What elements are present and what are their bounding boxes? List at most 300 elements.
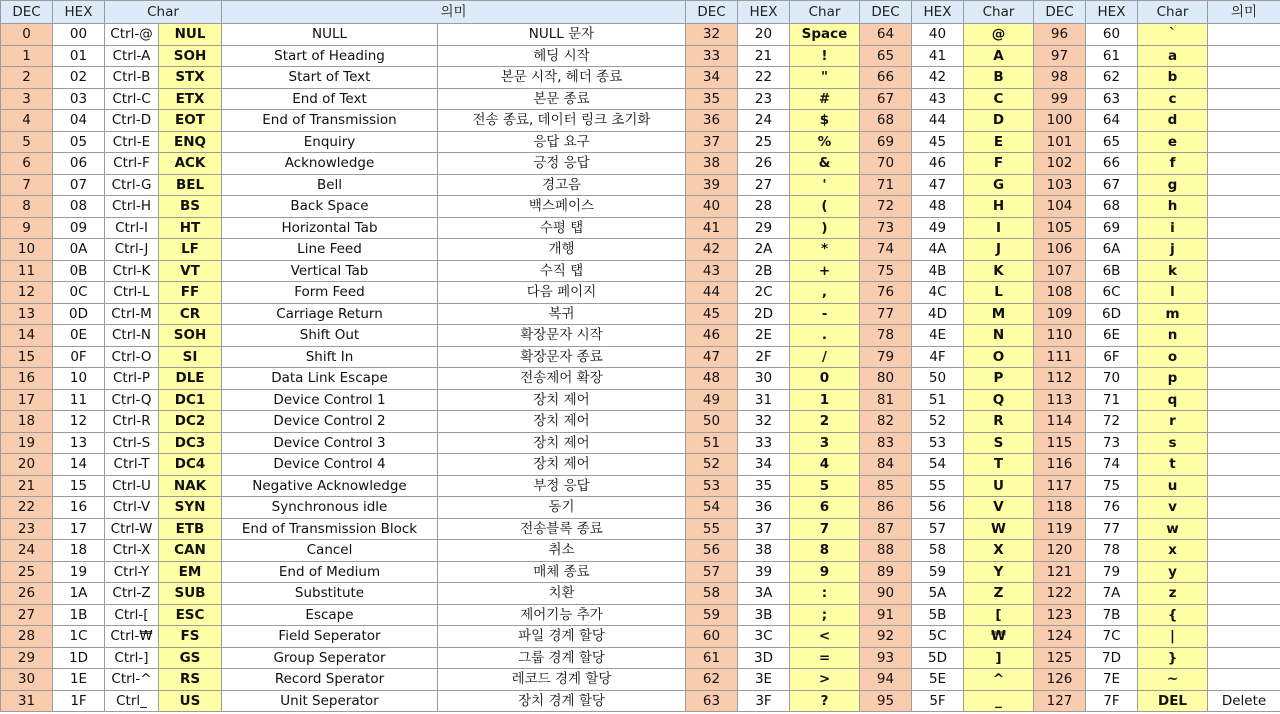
abbr-cell: ETX xyxy=(159,88,222,110)
hex-cell: 05 xyxy=(53,131,105,153)
dec-cell: 41 xyxy=(686,217,738,239)
dec-cell: 6 xyxy=(1,153,53,175)
char-cell: ` xyxy=(1138,24,1208,46)
dec-cell: 116 xyxy=(1034,454,1086,476)
dec-cell: 59 xyxy=(686,604,738,626)
korean-meaning-cell: 동기 xyxy=(438,497,686,519)
hex-cell: 40 xyxy=(912,24,964,46)
hex-cell: 6D xyxy=(1086,303,1138,325)
ctrl-key-cell: Ctrl-K xyxy=(105,260,159,282)
char-cell: @ xyxy=(964,24,1034,46)
header-hex-2: HEX xyxy=(738,1,790,24)
hex-cell: 64 xyxy=(1086,110,1138,132)
hex-cell: 61 xyxy=(1086,45,1138,67)
abbr-cell: LF xyxy=(159,239,222,261)
korean-meaning-cell: 수직 탭 xyxy=(438,260,686,282)
abbr-cell: SI xyxy=(159,346,222,368)
hex-cell: 2E xyxy=(738,325,790,347)
char-cell: K xyxy=(964,260,1034,282)
hex-cell: 56 xyxy=(912,497,964,519)
char-cell: " xyxy=(790,67,860,89)
table-row xyxy=(1,67,1280,89)
dec-cell: 43 xyxy=(686,260,738,282)
korean-meaning-cell: 경고음 xyxy=(438,174,686,196)
table-row xyxy=(1,475,1280,497)
abbr-cell: VT xyxy=(159,260,222,282)
table-row xyxy=(1,389,1280,411)
hex-cell: 4D xyxy=(912,303,964,325)
hex-cell: 0F xyxy=(53,346,105,368)
english-meaning-cell: NULL xyxy=(222,24,438,46)
ctrl-key-cell: Ctrl-I xyxy=(105,217,159,239)
char-cell: o xyxy=(1138,346,1208,368)
hex-cell: 15 xyxy=(53,475,105,497)
char-cell: $ xyxy=(790,110,860,132)
meaning-cell xyxy=(1208,217,1280,239)
char-cell: ' xyxy=(790,174,860,196)
hex-cell: 6E xyxy=(1086,325,1138,347)
hex-cell: 0B xyxy=(53,260,105,282)
korean-meaning-cell: 백스페이스 xyxy=(438,196,686,218)
char-cell: U xyxy=(964,475,1034,497)
char-cell: 8 xyxy=(790,540,860,562)
ctrl-key-cell: Ctrl-B xyxy=(105,67,159,89)
ctrl-key-cell: Ctrl-A xyxy=(105,45,159,67)
char-cell: E xyxy=(964,131,1034,153)
korean-meaning-cell: 장치 제어 xyxy=(438,389,686,411)
hex-cell: 30 xyxy=(738,368,790,390)
abbr-cell: EOT xyxy=(159,110,222,132)
ctrl-key-cell: Ctrl-D xyxy=(105,110,159,132)
dec-cell: 19 xyxy=(1,432,53,454)
english-meaning-cell: Escape xyxy=(222,604,438,626)
hex-cell: 62 xyxy=(1086,67,1138,89)
hex-cell: 68 xyxy=(1086,196,1138,218)
table-row xyxy=(1,153,1280,175)
table-body xyxy=(1,24,1280,712)
char-cell: M xyxy=(964,303,1034,325)
char-cell: 0 xyxy=(790,368,860,390)
char-cell: - xyxy=(790,303,860,325)
dec-cell: 60 xyxy=(686,626,738,648)
hex-cell: 2F xyxy=(738,346,790,368)
dec-cell: 100 xyxy=(1034,110,1086,132)
hex-cell: 28 xyxy=(738,196,790,218)
hex-cell: 16 xyxy=(53,497,105,519)
dec-cell: 40 xyxy=(686,196,738,218)
korean-meaning-cell: 긍정 응답 xyxy=(438,153,686,175)
hex-cell: 14 xyxy=(53,454,105,476)
hex-cell: 6B xyxy=(1086,260,1138,282)
korean-meaning-cell: 장치 제어 xyxy=(438,454,686,476)
dec-cell: 5 xyxy=(1,131,53,153)
english-meaning-cell: Back Space xyxy=(222,196,438,218)
dec-cell: 117 xyxy=(1034,475,1086,497)
hex-cell: 65 xyxy=(1086,131,1138,153)
abbr-cell: DC3 xyxy=(159,432,222,454)
abbr-cell: BS xyxy=(159,196,222,218)
meaning-cell xyxy=(1208,626,1280,648)
header-hex: HEX xyxy=(53,1,105,24)
char-cell: / xyxy=(790,346,860,368)
hex-cell: 0A xyxy=(53,239,105,261)
table-row xyxy=(1,626,1280,648)
dec-cell: 109 xyxy=(1034,303,1086,325)
dec-cell: 70 xyxy=(860,153,912,175)
ctrl-key-cell: Ctrl-V xyxy=(105,497,159,519)
hex-cell: 63 xyxy=(1086,88,1138,110)
hex-cell: 27 xyxy=(738,174,790,196)
meaning-cell xyxy=(1208,647,1280,669)
dec-cell: 69 xyxy=(860,131,912,153)
hex-cell: 12 xyxy=(53,411,105,433)
table-row xyxy=(1,604,1280,626)
abbr-cell: SYN xyxy=(159,497,222,519)
char-cell: s xyxy=(1138,432,1208,454)
dec-cell: 64 xyxy=(860,24,912,46)
dec-cell: 42 xyxy=(686,239,738,261)
korean-meaning-cell: 취소 xyxy=(438,540,686,562)
char-cell: L xyxy=(964,282,1034,304)
english-meaning-cell: Vertical Tab xyxy=(222,260,438,282)
dec-cell: 38 xyxy=(686,153,738,175)
dec-cell: 33 xyxy=(686,45,738,67)
dec-cell: 10 xyxy=(1,239,53,261)
english-meaning-cell: Synchronous idle xyxy=(222,497,438,519)
ctrl-key-cell: Ctrl-] xyxy=(105,647,159,669)
hex-cell: 4A xyxy=(912,239,964,261)
ctrl-key-cell: Ctrl-X xyxy=(105,540,159,562)
dec-cell: 11 xyxy=(1,260,53,282)
dec-cell: 62 xyxy=(686,669,738,691)
header-hex-3: HEX xyxy=(912,1,964,24)
char-cell: h xyxy=(1138,196,1208,218)
hex-cell: 5B xyxy=(912,604,964,626)
dec-cell: 22 xyxy=(1,497,53,519)
abbr-cell: DC4 xyxy=(159,454,222,476)
char-cell: 7 xyxy=(790,518,860,540)
english-meaning-cell: Data Link Escape xyxy=(222,368,438,390)
hex-cell: 34 xyxy=(738,454,790,476)
dec-cell: 31 xyxy=(1,690,53,712)
dec-cell: 58 xyxy=(686,583,738,605)
hex-cell: 44 xyxy=(912,110,964,132)
char-cell: * xyxy=(790,239,860,261)
hex-cell: 01 xyxy=(53,45,105,67)
char-cell: X xyxy=(964,540,1034,562)
header-dec-2: DEC xyxy=(686,1,738,24)
dec-cell: 87 xyxy=(860,518,912,540)
table-row xyxy=(1,303,1280,325)
hex-cell: 53 xyxy=(912,432,964,454)
table-row xyxy=(1,346,1280,368)
english-meaning-cell: Form Feed xyxy=(222,282,438,304)
char-cell: ? xyxy=(790,690,860,712)
dec-cell: 57 xyxy=(686,561,738,583)
dec-cell: 35 xyxy=(686,88,738,110)
char-cell: ( xyxy=(790,196,860,218)
char-cell: V xyxy=(964,497,1034,519)
abbr-cell: ENQ xyxy=(159,131,222,153)
abbr-cell: DLE xyxy=(159,368,222,390)
hex-cell: 2B xyxy=(738,260,790,282)
char-cell: y xyxy=(1138,561,1208,583)
hex-cell: 6C xyxy=(1086,282,1138,304)
abbr-cell: US xyxy=(159,690,222,712)
dec-cell: 48 xyxy=(686,368,738,390)
meaning-cell xyxy=(1208,432,1280,454)
meaning-cell xyxy=(1208,239,1280,261)
hex-cell: 22 xyxy=(738,67,790,89)
dec-cell: 2 xyxy=(1,67,53,89)
char-cell: 3 xyxy=(790,432,860,454)
hex-cell: 51 xyxy=(912,389,964,411)
char-cell: Q xyxy=(964,389,1034,411)
char-cell: B xyxy=(964,67,1034,89)
hex-cell: 19 xyxy=(53,561,105,583)
dec-cell: 13 xyxy=(1,303,53,325)
korean-meaning-cell: 장치 제어 xyxy=(438,432,686,454)
meaning-cell xyxy=(1208,411,1280,433)
dec-cell: 25 xyxy=(1,561,53,583)
dec-cell: 23 xyxy=(1,518,53,540)
ctrl-key-cell: Ctrl-M xyxy=(105,303,159,325)
hex-cell: 45 xyxy=(912,131,964,153)
dec-cell: 39 xyxy=(686,174,738,196)
hex-cell: 3F xyxy=(738,690,790,712)
meaning-cell xyxy=(1208,153,1280,175)
header-char-3: Char xyxy=(964,1,1034,24)
hex-cell: 75 xyxy=(1086,475,1138,497)
english-meaning-cell: Device Control 1 xyxy=(222,389,438,411)
dec-cell: 121 xyxy=(1034,561,1086,583)
dec-cell: 102 xyxy=(1034,153,1086,175)
char-cell: 4 xyxy=(790,454,860,476)
english-meaning-cell: Substitute xyxy=(222,583,438,605)
korean-meaning-cell: 다음 페이지 xyxy=(438,282,686,304)
hex-cell: 39 xyxy=(738,561,790,583)
char-cell: ] xyxy=(964,647,1034,669)
table-row xyxy=(1,174,1280,196)
hex-cell: 70 xyxy=(1086,368,1138,390)
dec-cell: 32 xyxy=(686,24,738,46)
abbr-cell: CAN xyxy=(159,540,222,562)
table-row xyxy=(1,411,1280,433)
hex-cell: 37 xyxy=(738,518,790,540)
char-cell: , xyxy=(790,282,860,304)
dec-cell: 45 xyxy=(686,303,738,325)
english-meaning-cell: Horizontal Tab xyxy=(222,217,438,239)
table-row xyxy=(1,24,1280,46)
english-meaning-cell: Device Control 2 xyxy=(222,411,438,433)
hex-cell: 7A xyxy=(1086,583,1138,605)
char-cell: A xyxy=(964,45,1034,67)
korean-meaning-cell: 장치 제어 xyxy=(438,411,686,433)
dec-cell: 53 xyxy=(686,475,738,497)
hex-cell: 17 xyxy=(53,518,105,540)
hex-cell: 24 xyxy=(738,110,790,132)
char-cell: > xyxy=(790,669,860,691)
hex-cell: 1D xyxy=(53,647,105,669)
char-cell: : xyxy=(790,583,860,605)
header-meaning: 의미 xyxy=(222,1,686,24)
char-cell: ; xyxy=(790,604,860,626)
ctrl-key-cell: Ctrl-U xyxy=(105,475,159,497)
hex-cell: 32 xyxy=(738,411,790,433)
hex-cell: 36 xyxy=(738,497,790,519)
char-cell: ! xyxy=(790,45,860,67)
table-row xyxy=(1,583,1280,605)
hex-cell: 2A xyxy=(738,239,790,261)
dec-cell: 110 xyxy=(1034,325,1086,347)
dec-cell: 50 xyxy=(686,411,738,433)
korean-meaning-cell: NULL 문자 xyxy=(438,24,686,46)
dec-cell: 120 xyxy=(1034,540,1086,562)
dec-cell: 127 xyxy=(1034,690,1086,712)
hex-cell: 55 xyxy=(912,475,964,497)
dec-cell: 86 xyxy=(860,497,912,519)
dec-cell: 12 xyxy=(1,282,53,304)
dec-cell: 122 xyxy=(1034,583,1086,605)
table-row xyxy=(1,110,1280,132)
meaning-cell xyxy=(1208,497,1280,519)
hex-cell: 21 xyxy=(738,45,790,67)
hex-cell: 69 xyxy=(1086,217,1138,239)
char-cell: c xyxy=(1138,88,1208,110)
dec-cell: 119 xyxy=(1034,518,1086,540)
table-row xyxy=(1,368,1280,390)
char-cell: t xyxy=(1138,454,1208,476)
hex-cell: 4C xyxy=(912,282,964,304)
meaning-cell xyxy=(1208,454,1280,476)
meaning-cell xyxy=(1208,475,1280,497)
dec-cell: 107 xyxy=(1034,260,1086,282)
char-cell: m xyxy=(1138,303,1208,325)
hex-cell: 71 xyxy=(1086,389,1138,411)
dec-cell: 29 xyxy=(1,647,53,669)
hex-cell: 72 xyxy=(1086,411,1138,433)
abbr-cell: BEL xyxy=(159,174,222,196)
char-cell: F xyxy=(964,153,1034,175)
dec-cell: 9 xyxy=(1,217,53,239)
dec-cell: 26 xyxy=(1,583,53,605)
char-cell: J xyxy=(964,239,1034,261)
hex-cell: 67 xyxy=(1086,174,1138,196)
meaning-cell xyxy=(1208,196,1280,218)
char-cell: l xyxy=(1138,282,1208,304)
dec-cell: 67 xyxy=(860,88,912,110)
char-cell: n xyxy=(1138,325,1208,347)
hex-cell: 7F xyxy=(1086,690,1138,712)
hex-cell: 7C xyxy=(1086,626,1138,648)
dec-cell: 4 xyxy=(1,110,53,132)
hex-cell: 58 xyxy=(912,540,964,562)
dec-cell: 72 xyxy=(860,196,912,218)
char-cell: T xyxy=(964,454,1034,476)
char-cell: S xyxy=(964,432,1034,454)
hex-cell: 59 xyxy=(912,561,964,583)
header-row xyxy=(1,1,1280,24)
dec-cell: 56 xyxy=(686,540,738,562)
dec-cell: 95 xyxy=(860,690,912,712)
char-cell: { xyxy=(1138,604,1208,626)
hex-cell: 79 xyxy=(1086,561,1138,583)
dec-cell: 52 xyxy=(686,454,738,476)
english-meaning-cell: End of Transmission Block xyxy=(222,518,438,540)
hex-cell: 31 xyxy=(738,389,790,411)
char-cell: % xyxy=(790,131,860,153)
abbr-cell: NAK xyxy=(159,475,222,497)
meaning-cell xyxy=(1208,518,1280,540)
dec-cell: 97 xyxy=(1034,45,1086,67)
char-cell: N xyxy=(964,325,1034,347)
dec-cell: 113 xyxy=(1034,389,1086,411)
header-char-4: Char xyxy=(1138,1,1208,24)
english-meaning-cell: Enquiry xyxy=(222,131,438,153)
char-cell: P xyxy=(964,368,1034,390)
dec-cell: 104 xyxy=(1034,196,1086,218)
table-row xyxy=(1,518,1280,540)
hex-cell: 43 xyxy=(912,88,964,110)
char-cell: d xyxy=(1138,110,1208,132)
abbr-cell: ACK xyxy=(159,153,222,175)
hex-cell: 77 xyxy=(1086,518,1138,540)
char-cell: . xyxy=(790,325,860,347)
meaning-cell xyxy=(1208,174,1280,196)
hex-cell: 60 xyxy=(1086,24,1138,46)
dec-cell: 78 xyxy=(860,325,912,347)
korean-meaning-cell: 전송제어 확장 xyxy=(438,368,686,390)
abbr-cell: GS xyxy=(159,647,222,669)
ctrl-key-cell: Ctrl-P xyxy=(105,368,159,390)
ctrl-key-cell: Ctrl-Q xyxy=(105,389,159,411)
table-row xyxy=(1,45,1280,67)
table-row xyxy=(1,540,1280,562)
dec-cell: 82 xyxy=(860,411,912,433)
abbr-cell: CR xyxy=(159,303,222,325)
char-cell: k xyxy=(1138,260,1208,282)
header-dec: DEC xyxy=(1,1,53,24)
abbr-cell: EM xyxy=(159,561,222,583)
hex-cell: 5E xyxy=(912,669,964,691)
dec-cell: 91 xyxy=(860,604,912,626)
english-meaning-cell: Record Sperator xyxy=(222,669,438,691)
char-cell: f xyxy=(1138,153,1208,175)
korean-meaning-cell: 레코드 경계 할당 xyxy=(438,669,686,691)
char-cell: D xyxy=(964,110,1034,132)
table-row xyxy=(1,454,1280,476)
hex-cell: 42 xyxy=(912,67,964,89)
hex-cell: 0D xyxy=(53,303,105,325)
hex-cell: 46 xyxy=(912,153,964,175)
ctrl-key-cell: Ctrl-F xyxy=(105,153,159,175)
hex-cell: 25 xyxy=(738,131,790,153)
dec-cell: 24 xyxy=(1,540,53,562)
hex-cell: 1E xyxy=(53,669,105,691)
hex-cell: 73 xyxy=(1086,432,1138,454)
dec-cell: 81 xyxy=(860,389,912,411)
hex-cell: 4F xyxy=(912,346,964,368)
hex-cell: 50 xyxy=(912,368,964,390)
char-cell: R xyxy=(964,411,1034,433)
english-meaning-cell: Field Seperator xyxy=(222,626,438,648)
meaning-cell xyxy=(1208,389,1280,411)
korean-meaning-cell: 확장문자 시작 xyxy=(438,325,686,347)
hex-cell: 78 xyxy=(1086,540,1138,562)
dec-cell: 47 xyxy=(686,346,738,368)
korean-meaning-cell: 치환 xyxy=(438,583,686,605)
hex-cell: 08 xyxy=(53,196,105,218)
